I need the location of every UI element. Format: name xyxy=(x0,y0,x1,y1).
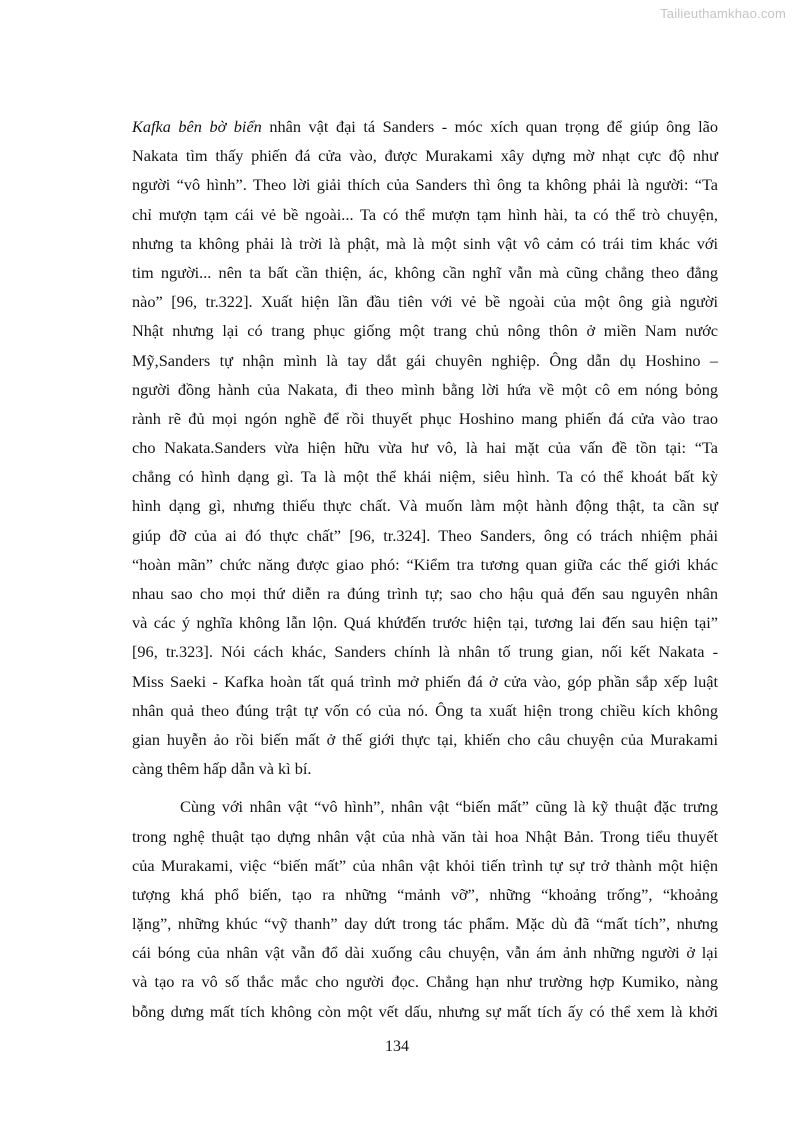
text-line xyxy=(132,316,718,345)
line-text: Nhật nhưng lại có trang phục giống một trang chủ nông thôn ở miền Nam nước xyxy=(132,321,718,341)
line-text: rành rẽ đủ mọi ngón nghề để rồi thuyết phục Hoshino mang phiến đá cửa vào trao xyxy=(132,408,718,428)
line-text: nhân vật đại tá Sanders - móc xích quan trọng để giúp ông lão xyxy=(269,117,718,136)
text-line xyxy=(132,608,718,637)
line-text: càng thêm hấp dẫn và kì bí. xyxy=(132,759,312,779)
line-text: chẳng có hình dạng gì. Ta là một thể khái niệm, siêu hình. Ta có thể khoát bất kỳ xyxy=(132,467,718,487)
paragraph-1 xyxy=(132,112,718,783)
line-text: bỗng dưng mất tích không còn một vết dấu, nhưng sự mất tích ấy có thể xem là khởi xyxy=(132,1001,718,1021)
text-line xyxy=(132,462,718,491)
line-text: chỉ mượn tạm cái vẻ bề ngoài... Ta có thể mượn tạm hình hài, ta có thể trò chuyện, xyxy=(132,204,718,224)
line-text: và tạo ra vô số thắc mắc cho người đọc. Chẳng hạn như trường hợp Kumiko, nàng xyxy=(132,972,718,992)
text-line xyxy=(132,491,718,520)
line-text: gian huyễn ảo rồi biến mất ở thế giới thực tại, khiến cho câu chuyện của Murakami xyxy=(132,729,718,749)
text-line xyxy=(132,346,718,375)
watermark-text: Tailieuthamkhao.com xyxy=(660,6,786,21)
text-line xyxy=(132,938,718,967)
line-text: trong nghệ thuật tạo dựng nhân vật của nhà văn tài hoa Nhật Bản. Trong tiểu thuyết xyxy=(132,826,718,846)
line-text: người đồng hành của Nakata, đi theo mình bằng lời hứa về một cô em nóng bỏng xyxy=(132,379,718,399)
line-text: cái bóng của nhân vật vẫn đổ dài xuống câu chuyện, vẫn ám ảnh những người ở lại xyxy=(132,943,718,963)
paragraph-2 xyxy=(132,792,718,1026)
text-line xyxy=(132,112,718,141)
line-text: Cùng với nhân vật “vô hình”, nhân vật “biến mất” cũng là kỹ thuật đặc trưng xyxy=(180,797,718,817)
text-line xyxy=(132,170,718,199)
text-line xyxy=(132,404,718,433)
book-title: Kafka bên bờ biển xyxy=(132,117,262,136)
text-line xyxy=(132,637,718,666)
line-text: Mỹ,Sanders tự nhận mình là tay dắt gái chuyên nghiệp. Ông dẫn dụ Hoshino – xyxy=(132,350,718,370)
line-text: Nakata tìm thấy phiến đá cửa vào, được Murakami xây dựng mờ nhạt cực độ như xyxy=(132,146,718,166)
text-line xyxy=(132,433,718,462)
text-line xyxy=(132,997,718,1026)
text-line xyxy=(132,696,718,725)
line-text: hình dạng gì, nhưng thiếu thực chất. Và muốn làm một hành động thật, ta cần sự xyxy=(132,496,718,516)
line-text: [96, tr.323]. Nói cách khác, Sanders chính là nhân tố trung gian, nối kết Nakata - xyxy=(132,642,718,662)
line-text: nhân quả theo đúng trật tự vốn có của nó. Ông ta xuất hiện trong chiều kích không xyxy=(132,700,718,720)
text-line xyxy=(132,579,718,608)
text-line xyxy=(132,822,718,851)
text-line xyxy=(132,229,718,258)
text-line xyxy=(132,521,718,550)
text-line xyxy=(132,375,718,404)
line-text: nhau sao cho mọi thứ diễn ra đúng trình tự; sao cho hậu quả đến sau nguyên nhân xyxy=(132,584,718,603)
text-line xyxy=(132,200,718,229)
text-line xyxy=(132,792,718,821)
text-line xyxy=(132,667,718,696)
text-line xyxy=(132,725,718,754)
text-line xyxy=(132,851,718,880)
line-text: người “vô hình”. Theo lời giải thích của Sanders thì ông ta không phải là người: “Ta xyxy=(132,175,718,195)
page-number: 134 xyxy=(385,1038,409,1055)
text-line xyxy=(132,754,718,783)
text-line xyxy=(132,967,718,996)
line-text: tượng khá phổ biến, tạo ra những “mảnh vỡ”, những “khoảng trống”, “khoảng xyxy=(132,884,718,904)
text-line xyxy=(132,550,718,579)
line-text: nhưng ta không phải là trời là phật, mà là một sinh vật vô cảm có trái tim khác với xyxy=(132,233,718,253)
line-text: cho Nakata.Sanders vừa hiện hữu vừa hư vô, là hai mặt của vấn đề tồn tại: “Ta xyxy=(132,438,718,458)
line-text: “hoàn mãn” chức năng được giao phó: “Kiểm tra tương quan giữa các thế giới khác xyxy=(132,554,718,574)
line-text: tim người... nên ta bất cần thiện, ác, không cần nghĩ vẫn mà cũng chẳng theo đẳng xyxy=(132,262,718,282)
text-line xyxy=(132,909,718,938)
line-text: giúp đỡ của ai đó thực chất” [96, tr.324]. Theo Sanders, ông có trách nhiệm phải xyxy=(132,525,718,545)
line-text: nào” [96, tr.322]. Xuất hiện lần đầu tiên với vẻ bề ngoài của một ông già người xyxy=(132,292,718,312)
text-line xyxy=(132,141,718,170)
page-body xyxy=(132,112,718,1026)
text-line xyxy=(132,287,718,316)
line-text: của Murakami, việc “biến mất” của nhân vật khỏi tiến trình tự sự trở thành một hiện xyxy=(132,855,718,875)
text-line xyxy=(132,880,718,909)
text-line xyxy=(132,258,718,287)
line-text: Miss Saeki - Kafka hoàn tất quá trình mở phiến đá ở cửa vào, góp phần sắp xếp luật xyxy=(132,671,718,691)
line-text: và các ý nghĩa không lẫn lộn. Quá khứđến trước hiện tại, tương lai đến sau hiện tại” xyxy=(132,613,718,633)
line-text: lặng”, những khúc “vỹ thanh” day dứt trong tác phẩm. Mặc dù đã “mất tích”, nhưng xyxy=(132,914,718,934)
